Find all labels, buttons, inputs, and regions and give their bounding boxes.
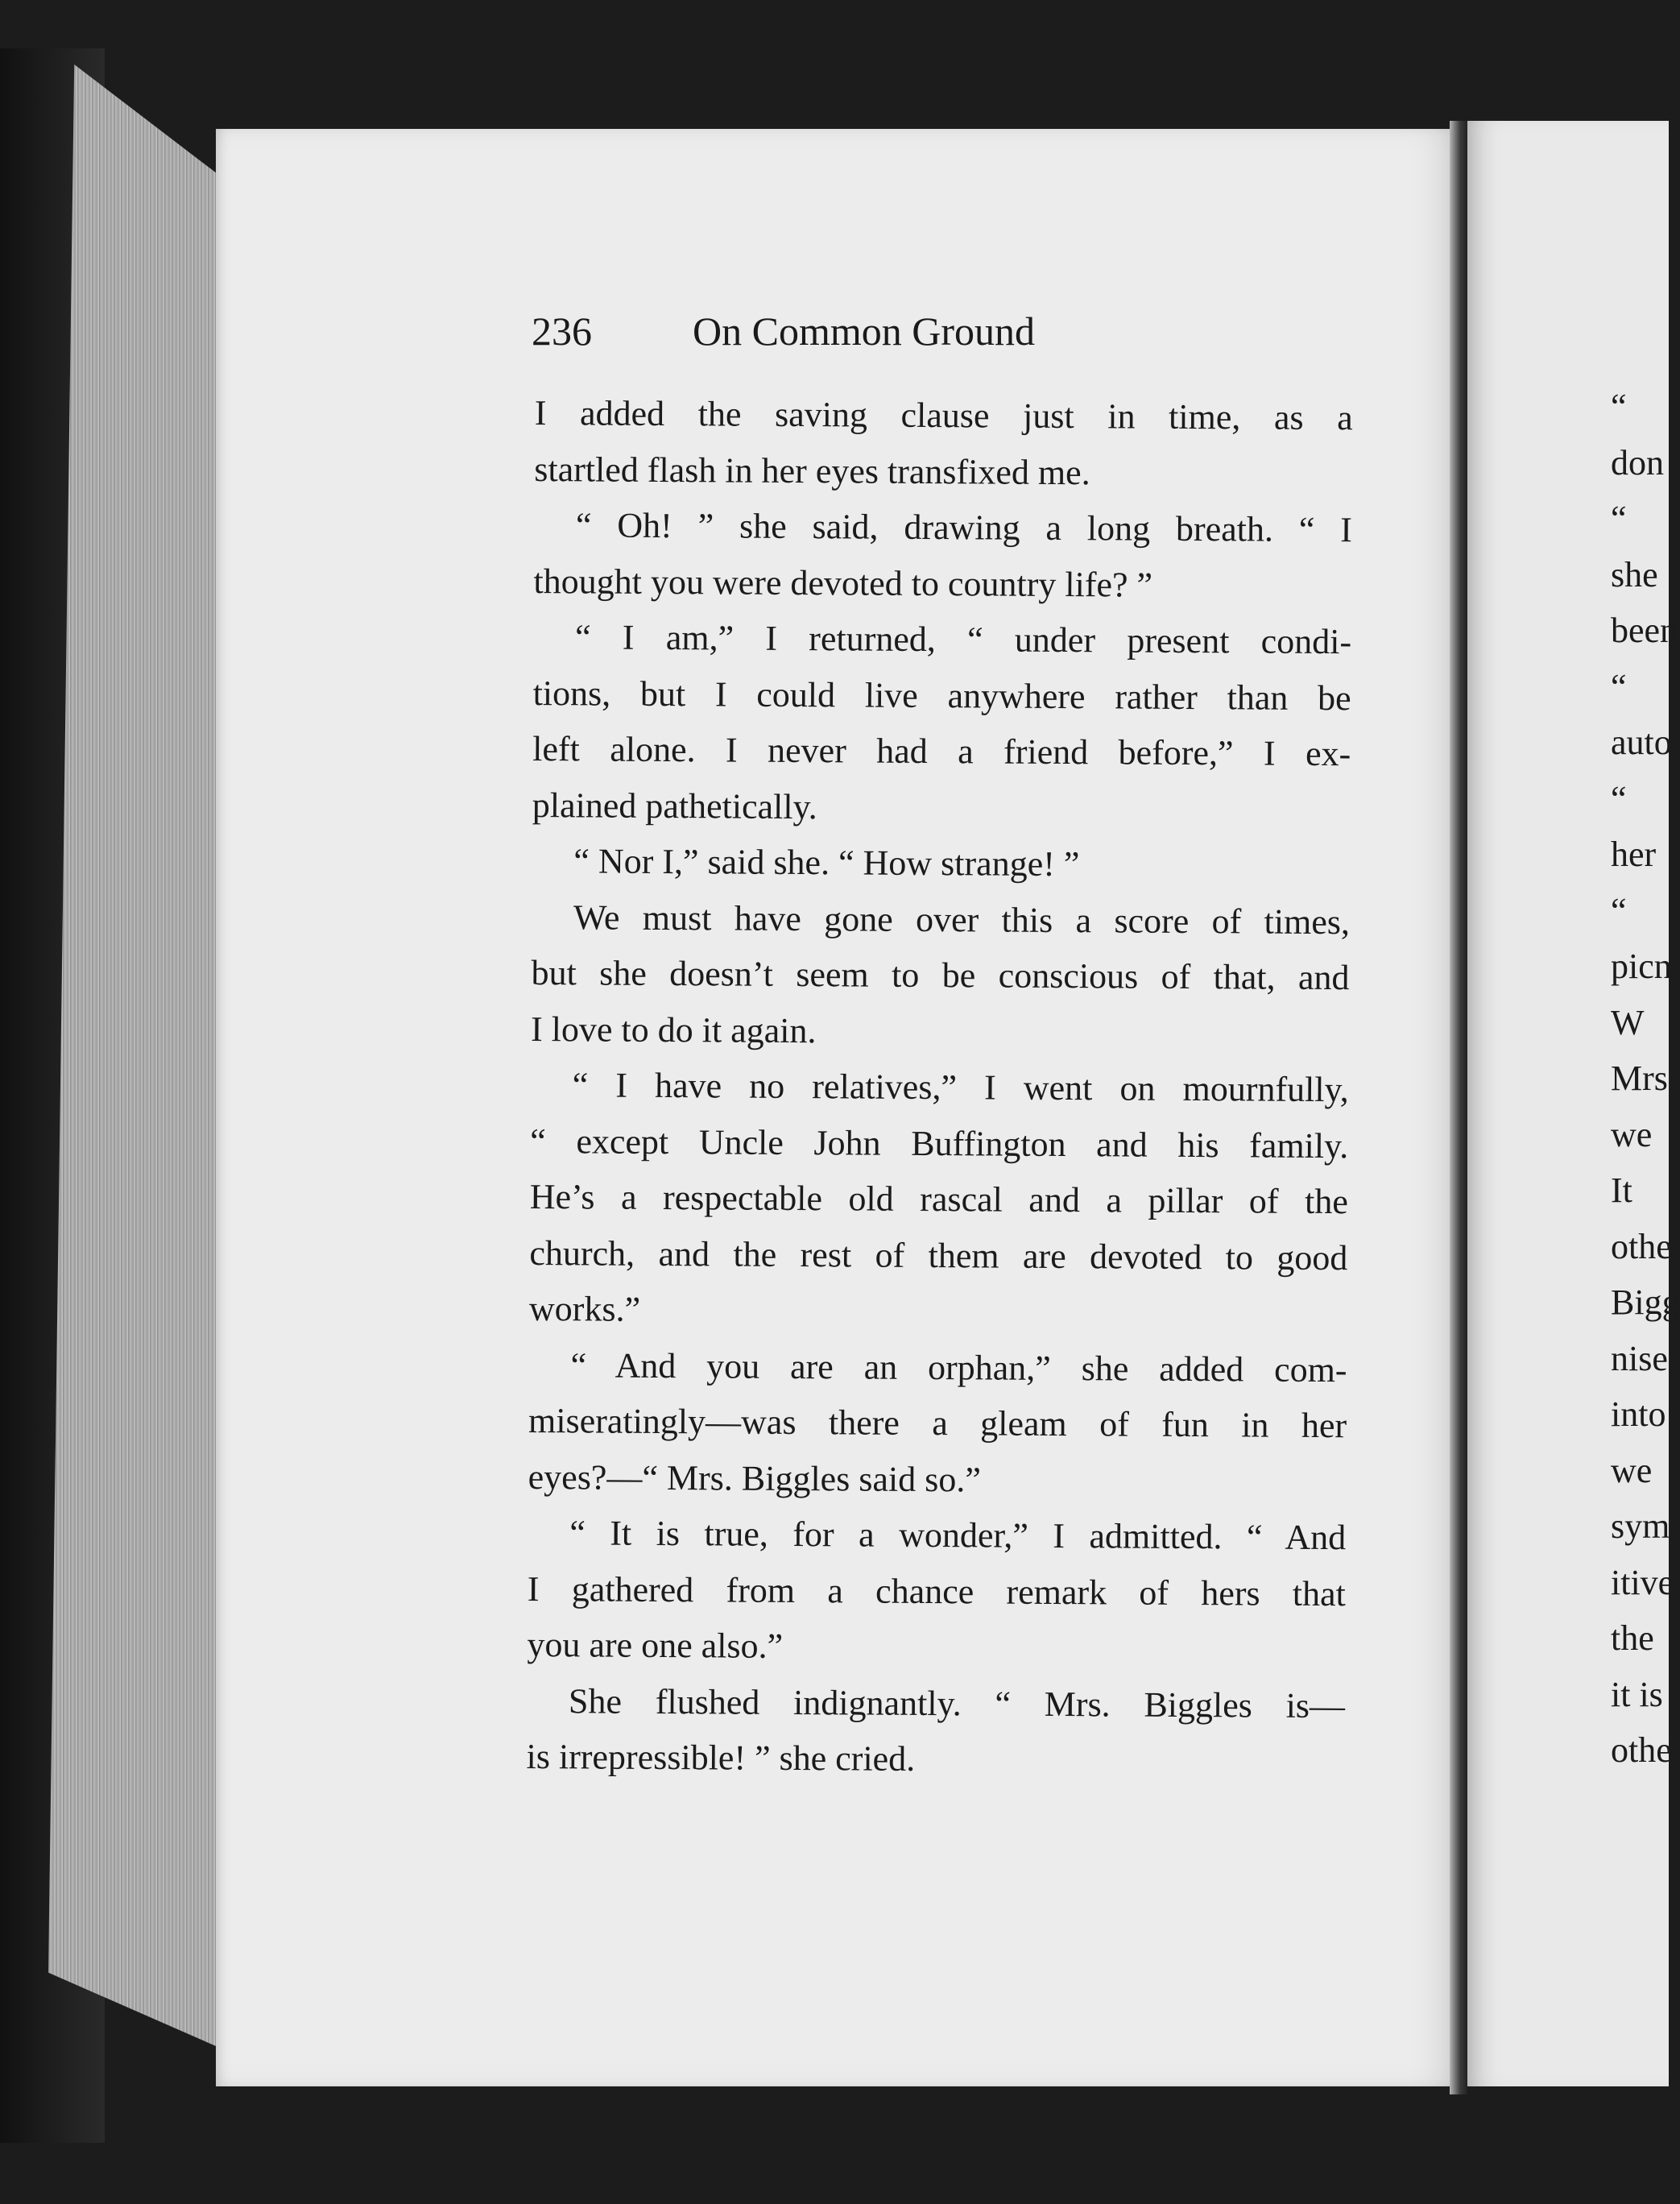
text-line: He’s a respectable old rascal and a pillar of the <box>529 1176 1348 1222</box>
page-number: 236 <box>532 309 592 354</box>
text-line: church, and the rest of them are devoted to good <box>529 1232 1348 1278</box>
text-line: “ It is true, for a wonder,” I admitted. “ And <box>569 1513 1347 1558</box>
text-line: left alone. I never had a friend before,” I ex- <box>532 728 1351 774</box>
right-page-fragment: sym <box>1611 1506 1670 1546</box>
text-line: I added the saving clause just in time, as a <box>534 392 1353 438</box>
right-page-text-fragments <box>1611 379 1680 1779</box>
text-line: “ I am,” I returned, “ under present condi- <box>574 617 1352 662</box>
right-page-fragment: into <box>1611 1394 1666 1434</box>
text-line: I love to do it again. <box>530 1009 817 1050</box>
running-head <box>532 308 1035 354</box>
right-page-fragment: auto <box>1611 723 1672 762</box>
text-line: eyes?—“ Mrs. Biggles said so.” <box>528 1456 981 1499</box>
right-page-fragment: itive <box>1611 1562 1674 1602</box>
right-page-fragment: “ <box>1611 666 1627 706</box>
text-line: plained pathetically. <box>532 785 817 826</box>
right-page-fragment: the <box>1611 1618 1654 1658</box>
right-page-fragment: picn <box>1611 947 1672 986</box>
right-page-fragment: othe <box>1611 1730 1672 1770</box>
text-line: you are one also.” <box>527 1624 784 1666</box>
text-line: but she doesn’t seem to be conscious of that, and <box>531 952 1350 998</box>
right-page-fragment: don <box>1611 442 1664 483</box>
text-line: “ Nor I,” said she. “ How strange! ” <box>573 841 1080 884</box>
text-line: thought you were devoted to country life? ” <box>533 561 1153 605</box>
right-page-fragment: It <box>1611 1170 1632 1210</box>
text-line: is irrepressible! ” she cried. <box>526 1736 916 1779</box>
right-page-fragment: “ <box>1611 387 1627 426</box>
right-page-fragment: her <box>1611 835 1657 874</box>
text-line: “ I have no relatives,” I went on mournfully, <box>572 1065 1349 1110</box>
text-line: miseratingly—was there a gleam of fun in her <box>528 1400 1347 1446</box>
page-body-text <box>526 385 1353 1790</box>
right-page-fragment: it is <box>1611 1674 1663 1714</box>
right-page-fragment: Mrs <box>1611 1058 1668 1098</box>
text-line: “ And you are an orphan,” she added com- <box>570 1344 1347 1390</box>
right-page-fragment: Bigg <box>1611 1282 1680 1322</box>
right-page-fragment: “ <box>1611 890 1627 930</box>
right-page-fragment: othe <box>1611 1226 1672 1266</box>
text-line: “ except Uncle John Buffington and his family. <box>530 1121 1349 1166</box>
text-line: “ Oh! ” she said, drawing a long breath. “ I <box>575 505 1353 550</box>
right-page-fragment: we <box>1611 1450 1653 1490</box>
text-line: We must have gone over this a score of times, <box>573 897 1351 942</box>
running-title: On Common Ground <box>693 309 1035 354</box>
text-line: works.” <box>528 1288 641 1329</box>
text-line: tions, but I could live anywhere rather than be <box>532 673 1351 718</box>
right-page-fragment: been <box>1611 611 1678 650</box>
right-page-fragment: W <box>1611 1002 1645 1042</box>
text-line: I gathered from a chance remark of hers that <box>527 1568 1347 1614</box>
text-line: startled flash in her eyes transfixed me. <box>534 449 1090 492</box>
right-page-fragment: “ <box>1611 499 1627 538</box>
book-gutter <box>1450 121 1467 2094</box>
text-line: She flushed indignantly. “ Mrs. Biggles is— <box>568 1680 1346 1726</box>
right-page-fragment: “ <box>1611 778 1627 818</box>
page-edges <box>48 64 234 2094</box>
right-page-fragment: we <box>1611 1114 1653 1154</box>
right-page-fragment: she <box>1611 554 1658 594</box>
right-page-fragment: nise <box>1611 1338 1668 1378</box>
